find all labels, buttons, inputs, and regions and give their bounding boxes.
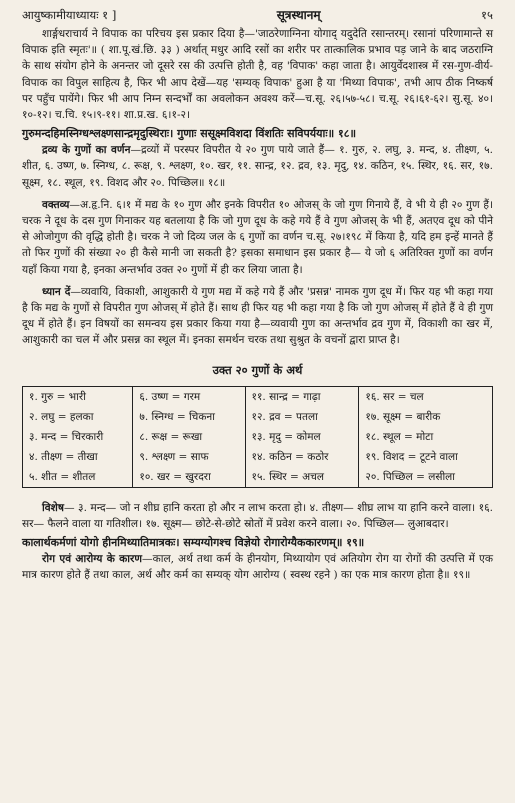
note-heading: ध्यान दें — [42, 285, 71, 298]
table-cell: १३. मृदु = कोमल — [245, 427, 359, 447]
table-cell: १९. विशद = टूटने वाला — [359, 447, 493, 467]
vishesh-paragraph — [22, 500, 493, 532]
table-cell: २. लघु = हलका — [23, 407, 133, 427]
table-cell: ८. रूक्ष = रूखा — [133, 427, 245, 447]
vaktavya-paragraph — [22, 197, 493, 278]
table-title: उक्त २० गुणों के अर्थ — [212, 362, 303, 377]
table-cell: ६. उष्ण = गरम — [133, 386, 245, 407]
guna-description-text: —द्रव्यों में परस्पर विपरीत ये २० गुण पाये जाते हैं— १. गुरु, २. लघु, ३. मन्द, ४. तीक्ष्ण, ५. शीत, ६. उष्ण, ७. स्निग्ध, ८. रूक्ष, ९. श्लक्ष्ण, १०. खर, ११. सान्द्र, १२. द्रव, १३. मृदु, १४. कठिन, १५. स्थिर, १६. सर, १७. सूक्ष्म, १८. स्थूल, १९. विशद और २०. पिच्छिल॥ १८॥ — [22, 144, 493, 189]
chapter-ref: आयुष्कामीयाध्यायः १ ] — [22, 8, 117, 22]
table-cell: १८. स्थूल = मोटा — [359, 427, 493, 447]
running-header — [22, 6, 493, 26]
section-title: सूत्रस्थानम् — [276, 8, 321, 22]
table-row — [23, 386, 493, 407]
verse-19: कालार्थकर्मणां योगो हीनमिथ्यातिमात्रकः। सम्यग्योगश्च विज्ञेयो रोगारोग्यैककारणम्॥ १९॥ — [22, 536, 365, 550]
table-cell: २०. पिच्छिल = लसीला — [359, 467, 493, 488]
table-cell: १६. सर = चल — [359, 386, 493, 407]
table-row — [23, 427, 493, 447]
table-cell: १२. द्रव = पतला — [245, 407, 359, 427]
table-cell: ५. शीत = शीतल — [23, 467, 133, 488]
guna-description-paragraph — [22, 142, 493, 191]
vaktavya-text: —अ.हृ.नि. ६।१ में मद्य के १० गुण और इनके विपरीत १० ओजस् के जो गुण गिनाये हैं, वे भी ये ही २० गुण हैं। चरक ने दूध के दस गुण गिनाकर यह बतलाया है कि जो गुण दूध के कहे गये हैं वे गुण ओजस् के भी हैं, अतएव दूध को पीने से ओजोगुण की वृद्धि होती है। चरक ने जो दिव्य जल के ६ गुणों का वर्णन च.सू. २७।१९८ में किया है, यदि हम इन्हें मानते हैं तो फिर गुणों की संख्या २० ही कैसे मानी जा सकती है? इसका समाधान इस प्रकार है— ये जो ६ अतिरिक्त गुणों का वर्णन यहाँ किया गया है, इनका अन्तर्भाव उक्त २० गुणों में ही कर लिया जाता है। — [22, 198, 493, 276]
note-text: —व्यवायि, विकाशी, आशुकारी ये गुण मद्य में कहे गये हैं और 'प्रसन्न' नामक गुण दूध में। फिर यह भी कहा गया है कि मद्य के गुणों से विपरीत गुण ओजस् में होते हैं। साथ ही फिर यह भी कहा गया है कि जो गुण ओजस् में होते हैं वे ही गुण दूध में होते हैं। इन विषयों का समन्वय इस प्रकार किया गया है—व्यवायी गुण का अन्तर्भाव द्रव गुण में, विकाशी का खर में, आशुकारी का चल में और प्रसन्न का स्थूल में। इनका समर्थन चरक तथा सुश्रुत के वचनों द्वारा प्राप्त है। — [22, 285, 493, 347]
table-cell: ७. स्निग्ध = चिकना — [133, 407, 245, 427]
gunas-table — [22, 386, 493, 488]
disease-cause-text: —काल, अर्थ तथा कर्म के हीनयोग, मिथ्यायोग एवं अतियोग रोग या रोगों की उत्पत्ति में एक मात्र कारण होते हैं तथा काल, अर्थ और कर्म का सम्यक् योग आरोग्य ( स्वस्थ रहने ) का एक मात्र कारण होता है॥ १९॥ — [22, 553, 493, 582]
guna-description-heading: द्रव्य के गुणों का वर्णन — [42, 144, 131, 157]
table-cell: १. गुरु = भारी — [23, 386, 133, 407]
table-row — [23, 407, 493, 427]
table-row — [23, 467, 493, 488]
table-cell: ९. श्लक्ष्ण = साफ — [133, 447, 245, 467]
verse-18: गुरुमन्दहिमस्निग्धश्लक्ष्णसान्द्रमृदुस्थिराः। गुणाः ससूक्ष्मविशदा विंशतिः सविपर्ययाः॥ १८॥ — [22, 127, 357, 141]
vishesh-text: — ३. मन्द— जो न शीघ्र हानि करता हो और न लाभ करता हो। ४. तीक्ष्ण— शीघ्र लाभ या हानि करने वाला। १६. सर— फैलने वाला या गतिशील। १७. सूक्ष्म— छोटे-से-छोटे स्रोतों में प्रवेश करने वाला। २०. पिच्छिल— लुआबदार। — [22, 501, 493, 530]
vishesh-heading: विशेष — [42, 501, 64, 514]
table-cell: ३. मन्द = चिरकारी — [23, 427, 133, 447]
table-row — [23, 447, 493, 467]
table-cell: १७. सूक्ष्म = बारीक — [359, 407, 493, 427]
disease-cause-paragraph — [22, 551, 493, 583]
table-cell: १०. खर = खुरदरा — [133, 467, 245, 488]
note-paragraph — [22, 284, 493, 349]
table-cell: १५. स्थिर = अचल — [245, 467, 359, 488]
disease-cause-heading: रोग एवं आरोग्य के कारण — [42, 553, 143, 566]
table-cell: १४. कठिन = कठोर — [245, 447, 359, 467]
table-cell: ४. तीक्ष्ण = तीखा — [23, 447, 133, 467]
table-cell: ११. सान्द्र = गाढ़ा — [245, 386, 359, 407]
vipaka-paragraph: शार्ङ्गधराचार्य ने विपाक का परिचय इस प्रकार दिया है—'जाठरेणाग्निना योगाद् यदुदेति रसान्तरम्। रसानां परिणामान्ते स विपाक इति स्मृतः'॥ ( शा.पू.खं.छि. ३३ ) अर्थात् मधुर आदि रसों का शरीर पर तात्कालिक प्रभाव पड़ जाने के बाद जठराग्नि के साथ संयोग होने के अनन्तर जो दूसरे रस की उत्पत्ति होती है, वह 'विपाक' कहा जाता है। आयुर्वेदशास्त्र में रस-गुण-वीर्य-विपाक का विपुल साहित्य है, फिर भी आप देखें—यह 'सम्यक् विपाक' हुआ है या 'मिथ्या विपाक', तभी आप ठीक निष्कर्ष पर पहुँच पायेंगे। फिर भी आप निम्न सन्दर्भों का अवलोकन अवश्य करें—च.सू. २६।५७-५८। च.सू. २६।६१-६२। सु.सू. ४०।१०-१२। च.चि. १५।९-११। शा.प्र.ख. ६।१-२। — [22, 28, 493, 122]
page-number: १५ — [481, 8, 493, 22]
vaktavya-heading: वक्तव्य — [42, 198, 70, 211]
